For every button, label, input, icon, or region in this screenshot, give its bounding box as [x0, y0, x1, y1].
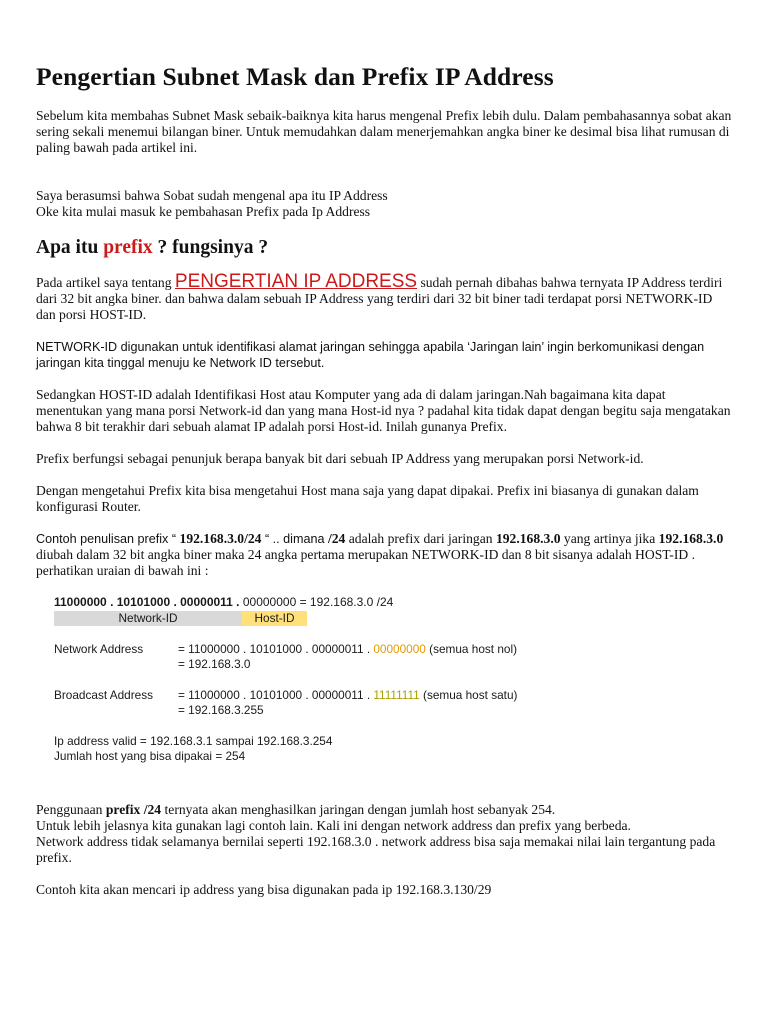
section-heading — [36, 236, 732, 260]
assumption-line-2: Oke kita mulai masuk ke pembahasan Prefix pada Ip Address — [36, 204, 371, 219]
broadcast-address-block — [54, 688, 732, 718]
broadcast-address-prefix: = 11000000 . 10101000 . 00000011 . — [178, 688, 374, 702]
final-example-paragraph: Contoh kita akan mencari ip address yang bisa digunakan pada ip 192.168.3.130/29 — [36, 882, 492, 897]
network-id-paragraph: NETWORK-ID digunakan untuk identifikasi alamat jaringan sehingga apabila ‘Jaringan lain’ ingin berkomunikasi dengan jaringan kita tinggal menuju ke Network ID tersebut. — [36, 340, 705, 370]
example-paragraph — [36, 531, 732, 579]
example-text-1: Contoh penulisan prefix “ — [36, 532, 180, 546]
binary-ip-line — [54, 595, 732, 610]
network-address-binary — [178, 642, 732, 657]
binary-result: = 192.168.3.0 /24 — [296, 595, 394, 609]
example-text-5: diubah dalam 32 bit angka biner maka 24 angka pertama merupakan NETWORK-ID dan 8 bit sisanya adalah HOST-ID . perhatikan uraian di bawah ini : — [36, 547, 695, 578]
assumption-paragraph — [36, 188, 732, 220]
binary-host-part: 00000000 — [242, 595, 297, 609]
page-title: Pengertian Subnet Mask dan Prefix IP Address — [36, 62, 554, 91]
broadcast-address-binary — [178, 688, 732, 703]
section-heading-highlight: prefix — [103, 237, 153, 258]
network-address-host-bits: 00000000 — [373, 642, 426, 656]
prefix-function-paragraph: Prefix berfungsi sebagai penunjuk berapa banyak bit dari sebuah IP Address yang merupakan porsi Network-id. — [36, 451, 644, 466]
article-text-after: sudah pernah dibahas bahwa ternyata IP Address terdiri dari 32 bit angka biner. dan bahwa dalam sebuah IP Address yang terdiri dari 32 bit biner tadi terdapat porsi NETWORK-ID dan porsi HOST-ID. — [36, 275, 723, 322]
network-id-label: Network-ID — [54, 611, 242, 626]
example-text-3: adalah prefix dari jaringan — [345, 531, 496, 546]
valid-range: Ip address valid = 192.168.3.1 sampai 192.168.3.254 — [54, 734, 333, 748]
assumption-line-1: Saya berasumsi bahwa Sobat sudah mengenal apa itu IP Address — [36, 188, 388, 203]
example-bold-4: 192.168.3.0 — [658, 531, 724, 546]
ip-address-article-link[interactable]: PENGERTIAN IP ADDRESS — [174, 271, 418, 292]
example-text-2: “ .. dimana — [261, 532, 328, 546]
example-text-4: yang artinya jika — [560, 531, 659, 546]
host-count: Jumlah host yang bisa dipakai = 254 — [54, 749, 246, 763]
section-heading-after: ? fungsinya ? — [152, 237, 269, 258]
broadcast-address-host-bits: 11111111 — [373, 688, 420, 702]
usage-text-1: Penggunaan — [36, 802, 106, 817]
usage-line-3: Network address tidak selamanya bernilai seperti 192.168.3.0 . network address bisa saja memakai nilai lain tergantung pada prefix. — [36, 834, 716, 865]
usage-paragraph — [36, 802, 732, 866]
article-text-before: Pada artikel saya tentang — [36, 275, 175, 290]
host-id-label: Host-ID — [242, 611, 307, 626]
broadcast-address-label: Broadcast Address — [54, 688, 154, 702]
network-address-prefix: = 11000000 . 10101000 . 00000011 . — [178, 642, 374, 656]
usage-bold: prefix /24 — [105, 802, 162, 817]
host-id-paragraph: Sedangkan HOST-ID adalah Identifikasi Host atau Komputer yang ada di dalam jaringan.Nah bagaimana kita dapat menentukan yang mana porsi Network-id dan yang mana Host-id nya ? padahal kita tidak dapat dengan begitu saja mengatakan bahwa 8 bit terakhir dari sebuah alamat IP adalah porsi Host-id. Inilah gunanya Prefix. — [36, 387, 731, 434]
network-address-decimal: = 192.168.3.0 — [178, 657, 251, 671]
usage-line-2: Untuk lebih jelasnya kita gunakan lagi contoh lain. Kali ini dengan network address dan prefix yang berbeda. — [36, 818, 631, 833]
router-paragraph: Dengan mengetahui Prefix kita bisa mengetahui Host mana saja yang dapat dipakai. Prefix ini biasanya di gunakan dalam konfigurasi Router. — [36, 483, 699, 514]
intro-paragraph: Sebelum kita membahas Subnet Mask sebaik-baiknya kita harus mengenal Prefix lebih dulu. Dalam pembahasannya sobat akan sering sekali menemui bilangan biner. Untuk memudahkan dalam menerjemahkan angka biner ke desimal bisa lihat rumusan di paling bawah pada artikel ini. — [36, 108, 732, 155]
section-heading-before: Apa itu — [36, 237, 104, 258]
network-address-label: Network Address — [54, 642, 144, 656]
usage-text-2: ternyata akan menghasilkan jaringan dengan jumlah host sebanyak 254. — [161, 802, 556, 817]
example-bold-2: /24 — [327, 531, 346, 546]
binary-network-part: 11000000 . 10101000 . 00000011 . — [54, 595, 243, 609]
id-bar — [54, 611, 732, 626]
article-paragraph — [36, 271, 732, 323]
network-address-block — [54, 642, 732, 672]
broadcast-address-note: (semua host satu) — [419, 688, 518, 702]
example-bold-3: 192.168.3.0 — [495, 531, 561, 546]
subnet-figure — [54, 595, 732, 764]
example-bold-1: 192.168.3.0/24 — [179, 531, 262, 546]
network-address-note: (semua host nol) — [425, 642, 518, 656]
broadcast-address-decimal: = 192.168.3.255 — [178, 703, 264, 717]
